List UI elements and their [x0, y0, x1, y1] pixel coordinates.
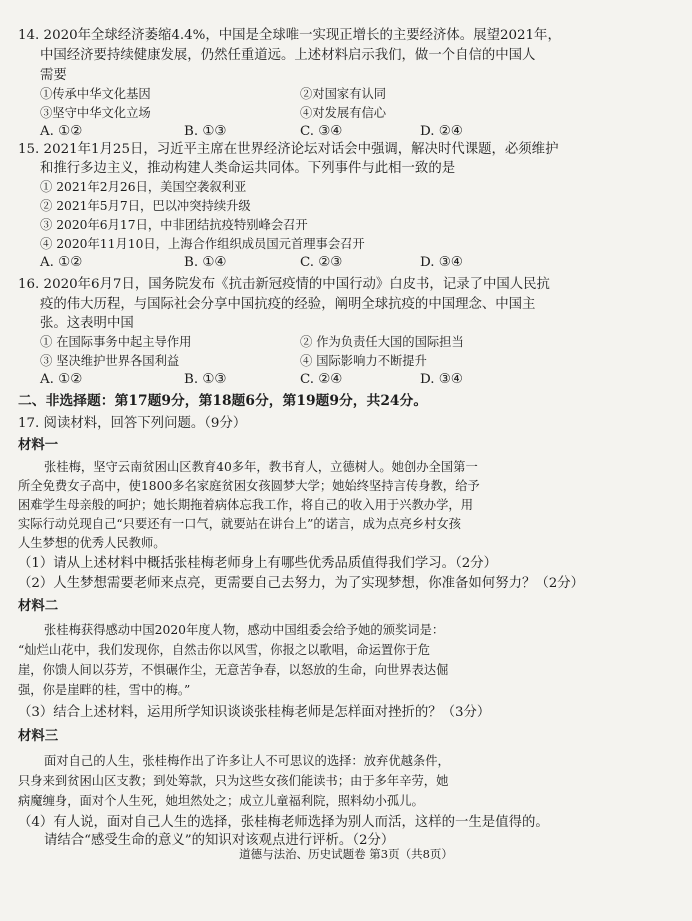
q16-statement-1: ① 在国际事务中起主导作用: [40, 335, 192, 349]
q14-option-b: B. ①③: [184, 124, 227, 139]
q16-statement-4: ④ 国际影响力不断提升: [300, 354, 427, 368]
q14-statement-4: ④对发展有信心: [300, 106, 387, 120]
q16-option-a: A. ①②: [40, 372, 83, 387]
page-footer: 道德与法治、历史试题卷 第3页（共8页）: [239, 847, 453, 861]
q17-sub-question-3: （3）结合上述材料，运用所学知识谈谈张桂梅老师是怎样面对挫折的？（3分）: [18, 705, 491, 720]
q15-option-c: C. ②③: [300, 255, 343, 270]
material-1-line-3: 困难学生母亲般的呵护；她长期拖着病体忘我工作，将自己的收入用于兴教办学，用: [18, 498, 473, 512]
material-1-line-1: 张桂梅，坚守云南贫困山区教育40多年，教书育人，立德树人。她创办全国第一: [44, 460, 478, 474]
q15-statement-3: ③ 2020年6月17日，中非团结抗疫特别峰会召开: [40, 218, 308, 232]
q15-stem-line-1: 15. 2021年1月25日，习近平主席在世界经济论坛对话会中强调，解决时代课题，必须维护: [18, 142, 559, 157]
material-1-line-4: 实际行动兑现自己“只要还有一口气，就要站在讲台上”的诺言，成为点亮乡村女孩: [18, 517, 461, 531]
q16-option-c: C. ②④: [300, 372, 343, 387]
q17-sub-question-1: （1）请从上述材料中概括张桂梅老师身上有哪些优秀品质值得我们学习。（2分）: [18, 556, 498, 571]
material-3-line-3: 病魔缠身，面对个人生死，她坦然处之；成立儿童福利院，照料幼小孤儿。: [18, 794, 424, 808]
q14-statement-1: ①传承中华文化基因: [40, 87, 151, 101]
q15-option-b: B. ①④: [184, 255, 227, 270]
material-2-line-1: 张桂梅获得感动中国2020年度人物，感动中国组委会给予她的颁奖词是：: [44, 623, 445, 637]
q17-title: 17. 阅读材料，回答下列问题。（9分）: [18, 416, 247, 431]
q14-option-d: D. ②④: [420, 124, 463, 139]
material-3-line-2: 只身来到贫困山区支教；到处筹款，只为这些女孩们能读书；由于多年辛劳，她: [18, 774, 449, 788]
material-2-line-3: 崖，你馈人间以芬芳，不惧碾作尘，无意苦争春，以怒放的生命，向世界表达倔: [18, 663, 449, 677]
q14-option-c: C. ③④: [300, 124, 343, 139]
q15-option-a: A. ①②: [40, 255, 83, 270]
material-1-title: 材料一: [18, 437, 59, 453]
q15-statement-2: ② 2021年5月7日，巴以冲突持续升级: [40, 199, 251, 213]
q14-stem-line-1: 14. 2020年全球经济萎缩4.4%，中国是全球唯一实现正增长的主要经济体。展望2021年，: [18, 28, 561, 43]
material-3-title: 材料三: [18, 728, 59, 744]
q14-statement-3: ③坚守中华文化立场: [40, 106, 151, 120]
q14-stem-line-2: 中国经济要持续健康发展，仍然任重道远。上述材料启示我们，做一个自信的中国人: [40, 48, 536, 63]
q15-option-d: D. ③④: [420, 255, 463, 270]
q16-stem-line-3: 张。这表明中国: [40, 316, 134, 331]
material-2-line-4: 强，你是崖畔的桂，雪中的梅。”: [18, 683, 191, 697]
q16-option-d: D. ③④: [420, 372, 463, 387]
q15-stem-line-2: 和推行多边主义，推动构建人类命运共同体。下列事件与此相一致的是: [40, 161, 456, 176]
section-2-heading: 二、非选择题：第17题9分，第18题6分，第19题9分，共24分。: [18, 393, 428, 409]
q14-stem-line-3: 需要: [40, 68, 67, 83]
q17-sub-question-4-line-2: 请结合“感受生命的意义”的知识对该观点进行评析。（2分）: [44, 833, 395, 848]
q15-statement-1: ① 2021年2月26日，美国空袭叙利亚: [40, 180, 247, 194]
material-2-line-2: “灿烂山花中，我们发现你，自然击你以风雪，你报之以歌唱，命运置你于危: [18, 643, 431, 657]
q16-option-b: B. ①③: [184, 372, 227, 387]
q14-statement-2: ②对国家有认同: [300, 87, 387, 101]
material-1-line-5: 人生梦想的优秀人民教师。: [18, 536, 166, 550]
q14-option-a: A. ①②: [40, 124, 83, 139]
material-2-title: 材料二: [18, 598, 59, 614]
q16-statement-3: ③ 坚决维护世界各国利益: [40, 354, 180, 368]
material-1-line-2: 所全免费女子高中，使1800多名家庭贫困女孩圆梦大学；她始终坚持言传身教，给予: [18, 479, 480, 493]
q15-statement-4: ④ 2020年11月10日，上海合作组织成员国元首理事会召开: [40, 237, 365, 251]
q16-stem-line-1: 16. 2020年6月7日，国务院发布《抗击新冠疫情的中国行动》白皮书，记录了中国人民抗: [18, 277, 550, 292]
q17-sub-question-4-line-1: （4）有人说，面对自己人生的选择，张桂梅老师选择为别人而活，这样的一生是值得的。: [18, 815, 549, 830]
q16-statement-2: ② 作为负责任大国的国际担当: [300, 335, 464, 349]
q16-stem-line-2: 疫的伟大历程，与国际社会分享中国抗疫的经验，阐明全球抗疫的中国理念、中国主: [40, 297, 536, 312]
q17-sub-question-2: （2）人生梦想需要老师来点亮，更需要自己去努力，为了实现梦想，你准备如何努力？（2分）: [18, 576, 585, 591]
material-3-line-1: 面对自己的人生，张桂梅作出了许多让人不可思议的选择：放弃优越条件，: [44, 754, 450, 768]
